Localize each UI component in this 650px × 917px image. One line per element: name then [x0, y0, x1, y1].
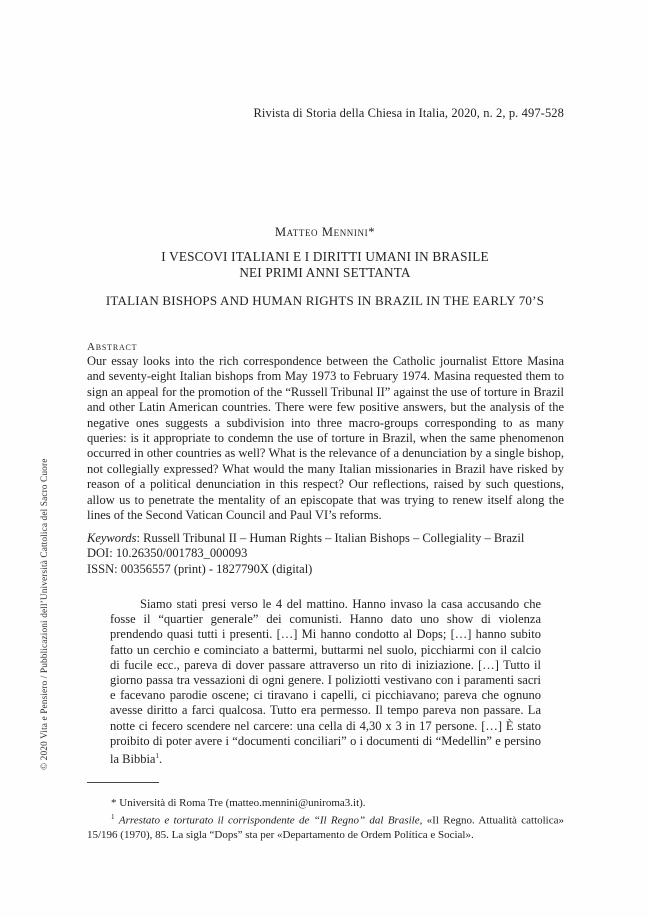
abstract-section: [87, 340, 564, 523]
title-line-2: NEI PRIMI ANNI SETTANTA: [239, 264, 411, 280]
footnote-number: 1: [111, 813, 115, 821]
footnote-1-title: Arrestato e torturato il corrispondente de “Il Regno” dal Brasile: [118, 814, 420, 827]
footnote-divider: [87, 782, 159, 783]
article-metadata: [87, 531, 564, 577]
issn-line: ISSN: 00356557 (print) - 1827790X (digital): [87, 561, 313, 576]
author-name: Matteo Mennini*: [274, 225, 376, 239]
footnote-author-affiliation: * Università di Roma Tre (matteo.mennini@uniroma3.it).: [111, 797, 366, 809]
footnote-1-text: , «Il Regno. Attualità cattolica» 15/196 (1970), 85. La sigla “Dops” sta per «Departamento de Ordem Política e Social».: [87, 814, 565, 841]
title-line-1: I VESCOVI ITALIANI E I DIRITTI UMANI IN BRASILE: [161, 249, 489, 264]
journal-citation: Rivista di Storia della Chiesa in Italia, 2020, n. 2, p. 497-528: [253, 106, 564, 120]
footnote-ref: 1: [155, 752, 159, 761]
quote-end: .: [158, 752, 163, 767]
footnote-1: [87, 810, 564, 842]
doi-line: DOI: 10.26350/001783_000093: [87, 546, 248, 561]
keywords-line: [87, 531, 564, 546]
keywords-list: : Russell Tribunal II – Human Rights – Italian Bishops – Collegiality – Brazil: [136, 531, 525, 545]
quote-text: Siamo stati presi verso le 4 del mattino. Hanno invaso la casa accusando che fosse il “quartier generale” dei comunisti. Hanno dato uno show di violenza prendendo quasi tutti i presenti. […] Mi hanno condotto al Dops; […] hanno subito fatto un cerchio e cominciato a battermi, buttarmi nel suolo, picchiarmi con il calcio di fucile ecc., pareva di dover passare attraverso un rito di iniziazione. […] Tutto il giorno passa tra vessazioni di ogni genere. I poliziotti vestivano con i paramenti sacri e facevano parodie oscene; ci tiravano i capelli, ci picchiavano; pareva che ognuno avesse diritto a farci qualcosa. Tutto era permesso. Il tempo pareva non passare. La notte ci fecero scendere nel carcere: una cella di 4,30 x 3 in 17 persone. […] È stato proibito di poter avere i “documenti conciliari” o i documenti di “Medellin” e persino la Bibbia: [110, 597, 541, 767]
block-quote: [110, 597, 541, 767]
keywords-label: Keywords: [87, 531, 137, 545]
abstract-heading: Abstract: [87, 341, 138, 353]
copyright-side-note: © 2020 Vita e Pensiero / Pubblicazioni dell’Università Cattolica del Sacro Cuore: [40, 458, 50, 770]
article-title-italian: [0, 249, 650, 280]
footnotes-section: [87, 796, 564, 842]
abstract-text: Our essay looks into the rich correspondence between the Catholic journalist Ettore Masina and seventy-eight Italian bishops from May 1973 to February 1974. Masina requested them to sign an appeal for the promotion of the “Russell Tribunal II” against the use of torture in Brazil and other Latin American countries. There were few positive answers, but the analysis of the negative ones suggests a subdivision into three macro-groups corresponding to as many queries: is it appropriate to condemn the use of torture in Brazil, when the same phenomenon occurred in other countries as well? What is the relevance of a denunciation by a single bishop, not collegially expressed? What would the many Italian missionaries in Brazil have risked by reason of a political denunciation in this respect? Our reflections, raised by such questions, allow us to penetrate the mentality of an episcopate that was trying to renew itself along the lines of the Second Vatican Council and Paul VI’s reforms.: [87, 354, 564, 523]
article-title-english: ITALIAN BISHOPS AND HUMAN RIGHTS IN BRAZIL IN THE EARLY 70’S: [105, 293, 545, 308]
